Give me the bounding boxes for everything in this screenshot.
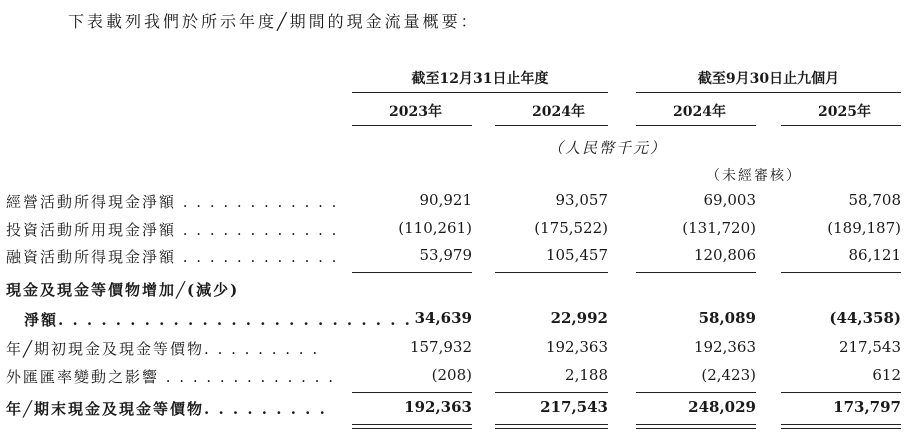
total-rule-4 — [781, 392, 901, 393]
row-label-operating: 經營活動所得現金淨額 . . . . . . . . . . . . — [6, 193, 339, 211]
group-rule-nine-months — [636, 92, 901, 93]
row-label-closing-cash: 年╱期末現金及現金等價物. . . . . . . . . — [6, 400, 327, 418]
subtotal-rule-1 — [352, 272, 472, 273]
col-rule-1 — [352, 125, 472, 126]
cell: (110,261) — [398, 219, 472, 237]
subtotal-rule-3 — [636, 272, 756, 273]
cell: 90,921 — [419, 191, 472, 209]
cell: (189,187) — [827, 219, 901, 237]
cell: 86,121 — [848, 246, 901, 264]
total-rule-1 — [352, 392, 472, 393]
cell: 157,932 — [409, 338, 472, 356]
unit-label: （人民幣千元） — [548, 139, 668, 157]
total-rule-3 — [636, 392, 756, 393]
cell: 217,543 — [540, 398, 608, 416]
col-header-2025-9m: 2025年 — [818, 104, 871, 120]
cell: 58,708 — [848, 191, 901, 209]
group-header-nine-months: 截至9月30日止九個月 — [697, 71, 840, 87]
cell: (175,522) — [534, 219, 608, 237]
col-rule-3 — [636, 125, 756, 126]
cell: 173,797 — [833, 398, 901, 416]
group-rule-year — [352, 92, 608, 93]
row-label-opening-cash: 年╱期初現金及現金等價物. . . . . . . . . — [6, 340, 320, 358]
cell: 2,188 — [565, 366, 608, 384]
subtotal-rule-2 — [495, 272, 608, 273]
group-header-year: 截至12月31日止年度 — [411, 71, 549, 87]
intro-text: 下表載列我們於所示年度╱期間的現金流量概要： — [68, 12, 480, 31]
double-rule-1 — [352, 424, 472, 429]
cell: 22,992 — [550, 309, 608, 327]
col-header-2024: 2024年 — [532, 104, 585, 120]
cell: 69,003 — [703, 191, 756, 209]
cell: 612 — [872, 366, 901, 384]
cell: 58,089 — [698, 309, 756, 327]
cell: 248,029 — [688, 398, 756, 416]
cell: 93,057 — [555, 191, 608, 209]
col-header-2023: 2023年 — [389, 104, 442, 120]
total-rule-2 — [495, 392, 608, 393]
cell: (131,720) — [682, 219, 756, 237]
cell: (2,423) — [701, 366, 756, 384]
double-rule-3 — [636, 424, 756, 429]
row-label-investing: 投資活動所用現金淨額 . . . . . . . . . . . . — [6, 221, 339, 239]
cell: 192,363 — [545, 338, 608, 356]
cell: 120,806 — [693, 246, 756, 264]
subtotal-rule-4 — [781, 272, 901, 273]
row-label-net-change-heading: 現金及現金等價物增加╱(減少) — [6, 281, 240, 299]
cell: 34,639 — [414, 309, 472, 327]
row-label-financing: 融資活動所得現金淨額 . . . . . . . . . . . . — [6, 248, 339, 266]
cell: 105,457 — [545, 246, 608, 264]
col-rule-4 — [781, 125, 901, 126]
col-header-2024-9m: 2024年 — [673, 104, 726, 120]
cell: (44,358) — [829, 309, 901, 327]
cell: 217,543 — [838, 338, 901, 356]
double-rule-2 — [495, 424, 608, 429]
cell: 192,363 — [404, 398, 472, 416]
cell: 53,979 — [419, 246, 472, 264]
unaudited-label: （未經審核） — [706, 168, 802, 184]
row-label-fx-effect: 外匯匯率變動之影響 . . . . . . . . . . . . . — [6, 368, 335, 386]
cell: 192,363 — [693, 338, 756, 356]
col-rule-2 — [495, 125, 608, 126]
double-rule-4 — [781, 424, 901, 429]
row-label-net-amount: 淨額. . . . . . . . . . . . . . . . . . . . . . . . . — [24, 311, 412, 329]
cell: (208) — [431, 366, 472, 384]
